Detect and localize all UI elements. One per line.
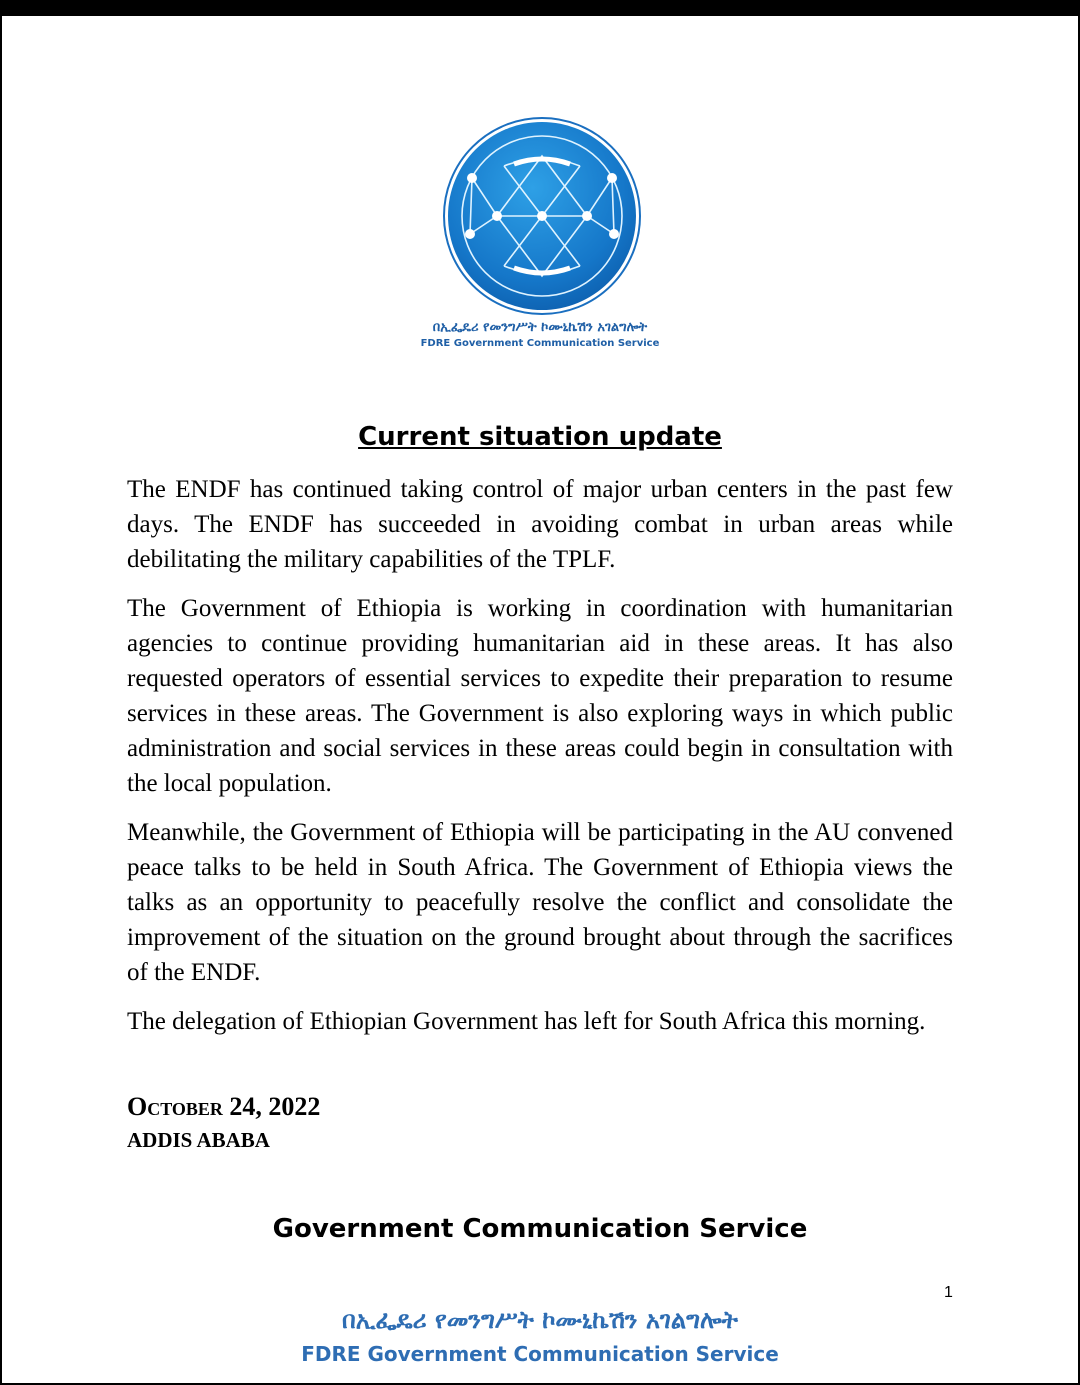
paragraph: The Government of Ethiopia is working in coordination with humanitarian agencies to continue providing humanitarian aid in these areas. It has also requested operators of essential services to expedite their preparation to resume services in these areas. The Government is also exploring ways in which public administration and social services in these areas could begin in consultation with the local population.	[127, 595, 953, 797]
document-page	[2, 16, 1078, 1383]
document-city: ADDIS ABABA	[127, 1128, 270, 1152]
logo-english-text: FDRE Government Communication Service	[420, 338, 660, 349]
paragraph: The delegation of Ethiopian Government has left for South Africa this morning.	[127, 1008, 926, 1035]
document-title: Current situation update	[358, 422, 722, 452]
footer-english-text: FDRE Government Communication Service	[301, 1342, 779, 1366]
paragraph: Meanwhile, the Government of Ethiopia will be participating in the AU convened peace talks to be held in South Africa. The Government of Ethiopia views the talks as an opportunity to peacefully resolve the conflict and consolidate the improvement of the situation on the ground brought about through the sacrifices of the ENDF.	[127, 819, 953, 986]
document-date: October 24, 2022	[127, 1092, 321, 1121]
logo-amharic-text: በኢፌዴሪ የመንግሥት ኮሙኒኬሽን አገልግሎት	[432, 320, 648, 335]
page-number: 1	[944, 1284, 953, 1301]
paragraph: The ENDF has continued taking control of major urban centers in the past few days. The ENDF has succeeded in avoiding combat in urban areas while debilitating the military capabilities of the TPLF.	[127, 476, 953, 573]
signature: Government Communication Service	[272, 1214, 808, 1244]
gcs-logo-icon	[442, 116, 642, 316]
document-body	[127, 472, 953, 1053]
footer-amharic-text: በኢፌዴሪ የመንግሥት ኮሙኒኬሽን አገልግሎት	[342, 1306, 738, 1334]
